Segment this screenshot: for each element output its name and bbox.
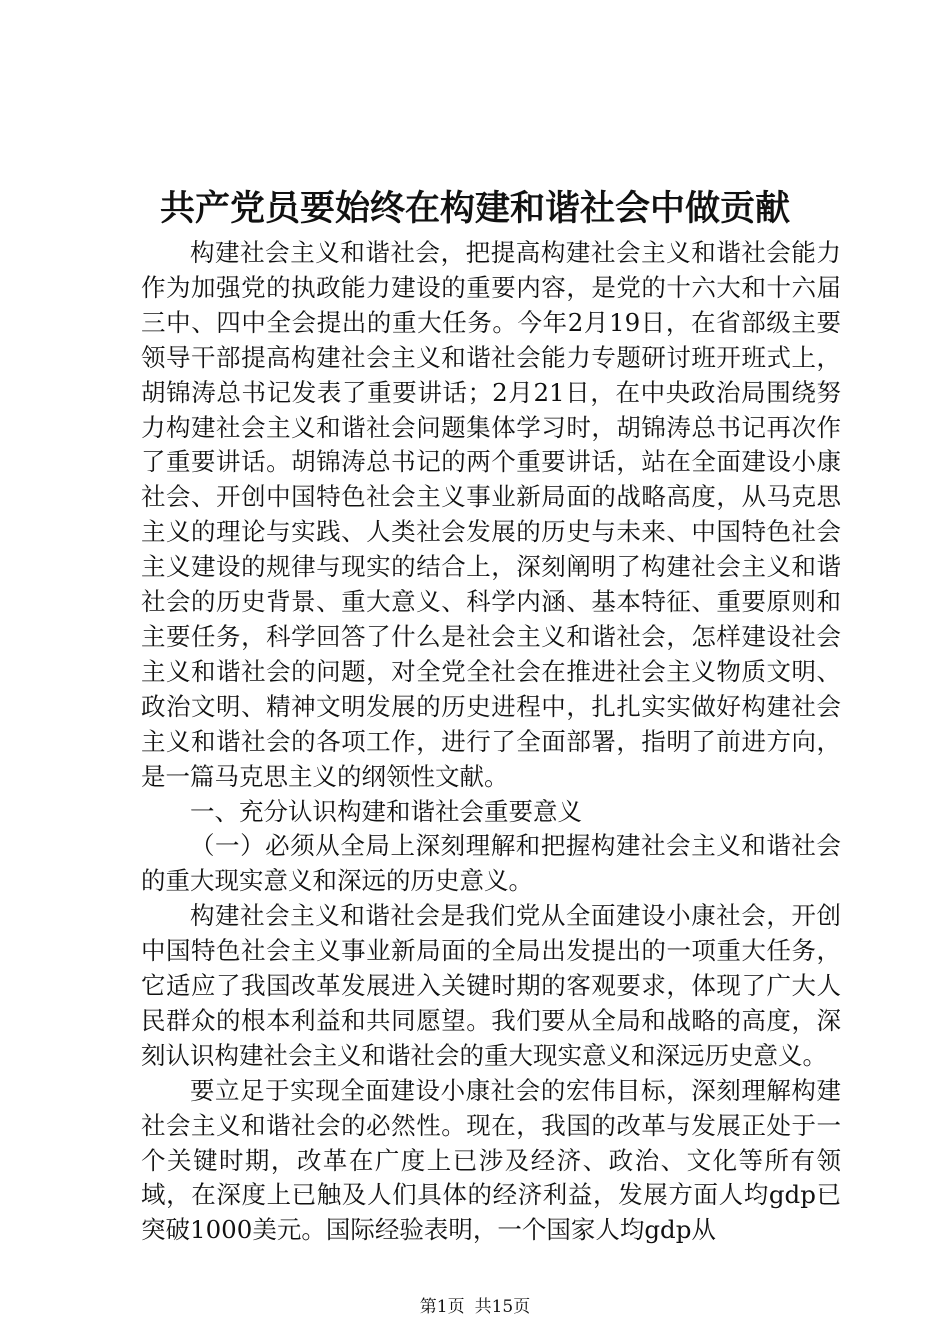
page-number: 第1页 (419, 1297, 465, 1317)
page-footer (0, 1296, 950, 1318)
paragraph-significance: 构建社会主义和谐社会是我们党从全面建设小康社会，开创中国特色社会主义事业新局面的全局出发提出的一项重大任务，它适应了我国改革发展进入关键时期的客观要求，体现了广大人民群众的根本利益和共同愿望。我们要从全局和战略的高度，深刻认识构建社会主义和谐社会的重大现实意义和深远历史意义。 (141, 901, 841, 1070)
paragraph-necessity: 要立足于实现全面建设小康社会的宏伟目标，深刻理解构建社会主义和谐社会的必然性。现在，我国的改革与发展正处于一个关键时期，改革在广度上已涉及经济、政治、文化等所有领域，在深度上已触及人们具体的经济利益，发展方面人均gdp已突破1000美元。国际经验表明，一个国家人均gdp从 (141, 1075, 841, 1245)
document-body (141, 236, 841, 1248)
subsection-heading: （一）必须从全局上深刻理解和把握构建社会主义和谐社会的重大现实意义和深远的历史意义。 (141, 831, 841, 896)
paragraph-intro: 构建社会主义和谐社会，把提高构建社会主义和谐社会能力作为加强党的执政能力建设的重要内容，是党的十六大和十六届三中、四中全会提出的重大任务。今年2月19日，在省部级主要领导干部提高构建社会主义和谐社会能力专题研讨班开班式上，胡锦涛总书记发表了重要讲话；2月21日，在中央政治局围绕努力构建社会主义和谐社会问题集体学习时，胡锦涛总书记再次作了重要讲话。胡锦涛总书记的两个重要讲话，站在全面建设小康社会、开创中国特色社会主义事业新局面的战略高度，从马克思主义的理论与实践、人类社会发展的历史与未来、中国特色社会主义建设的规律与现实的结合上，深刻阐明了构建社会主义和谐社会的历史背景、重大意义、科学内涵、基本特征、重要原则和主要任务，科学回答了什么是社会主义和谐社会，怎样建设社会主义和谐社会的问题，对全党全社会在推进社会主义物质文明、政治文明、精神文明发展的历史进程中，扎扎实实做好构建社会主义和谐社会的各项工作，进行了全面部署，指明了前进方向，是一篇马克思主义的纲领性文献。 (141, 238, 841, 791)
page-total: 共15页 (474, 1297, 531, 1317)
section-heading: 一、充分认识构建和谐社会重要意义 (190, 796, 582, 826)
document-title: 共产党员要始终在构建和谐社会中做贡献 (159, 189, 790, 229)
